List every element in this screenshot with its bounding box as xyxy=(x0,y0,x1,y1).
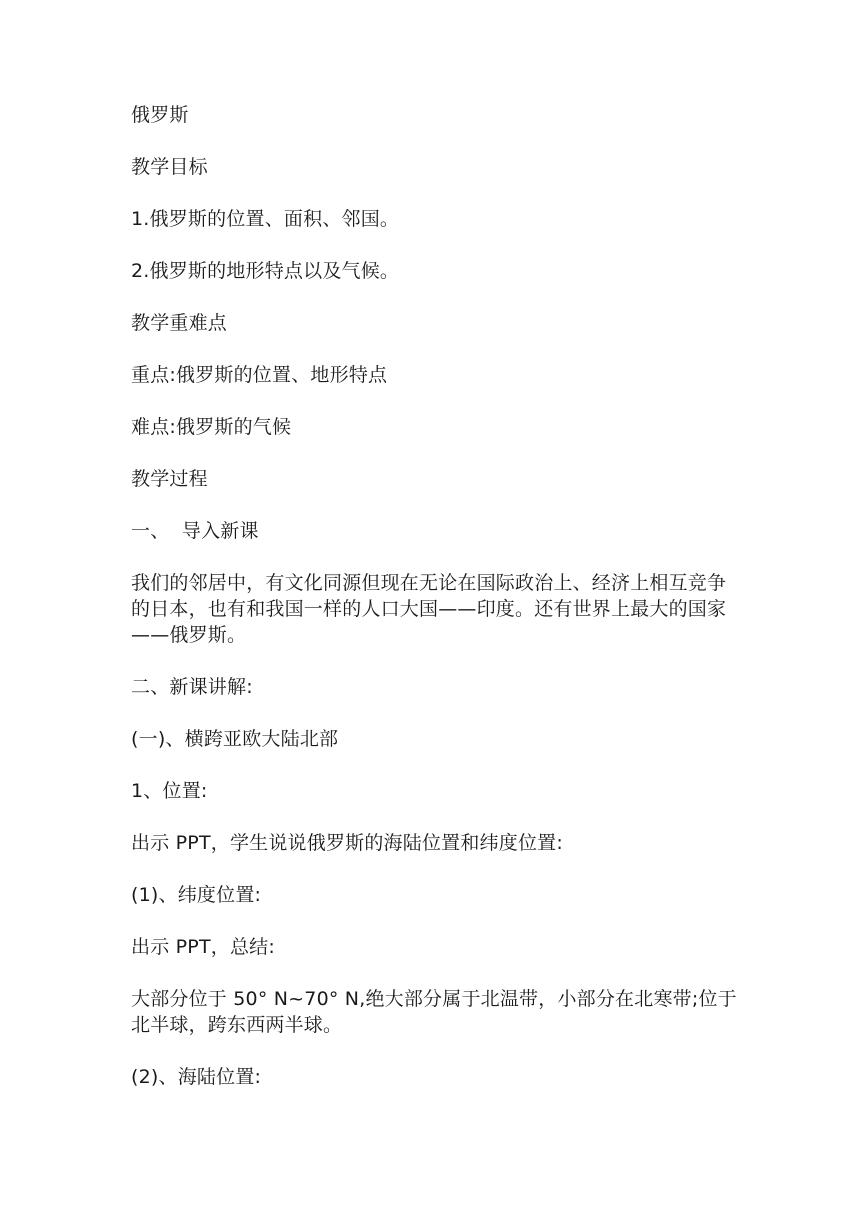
latitude-heading: (1)、纬度位置: xyxy=(131,884,262,906)
ppt-prompt: 出示 PPT，总结: xyxy=(131,936,275,958)
objective-item: 1.俄罗斯的位置、面积、邻国。 xyxy=(131,208,400,230)
key-point: 重点:俄罗斯的位置、地形特点 xyxy=(131,364,388,386)
intro-paragraph: 我们的邻居中，有文化同源但现在无论在国际政治上、经济上相互竞争的日本，也有和我国一样的人口大国——印度。还有世界上最大的国家——俄罗斯。 xyxy=(131,572,727,646)
latitude-summary: 大部分位于 50° N~70° N,绝大部分属于北温带，小部分在北寒带;位于北半球，跨东西两半球。 xyxy=(131,988,737,1036)
difficult-point: 难点:俄罗斯的气候 xyxy=(131,416,292,438)
document-title: 俄罗斯 xyxy=(131,104,189,126)
objective-item: 2.俄罗斯的地形特点以及气候。 xyxy=(131,260,400,282)
document-body xyxy=(131,102,741,1116)
section-heading: 一、 导入新课 xyxy=(131,520,259,542)
heading-objectives: 教学目标 xyxy=(131,156,208,178)
heading-process: 教学过程 xyxy=(131,468,208,490)
subsection-heading: (一)、横跨亚欧大陆北部 xyxy=(131,728,339,750)
section-heading: 二、新课讲解: xyxy=(131,676,253,698)
sea-land-heading: (2)、海陆位置: xyxy=(131,1066,262,1088)
ppt-prompt: 出示 PPT，学生说说俄罗斯的海陆位置和纬度位置: xyxy=(131,832,563,854)
heading-key-points: 教学重难点 xyxy=(131,312,228,334)
item-heading: 1、位置: xyxy=(131,780,208,802)
